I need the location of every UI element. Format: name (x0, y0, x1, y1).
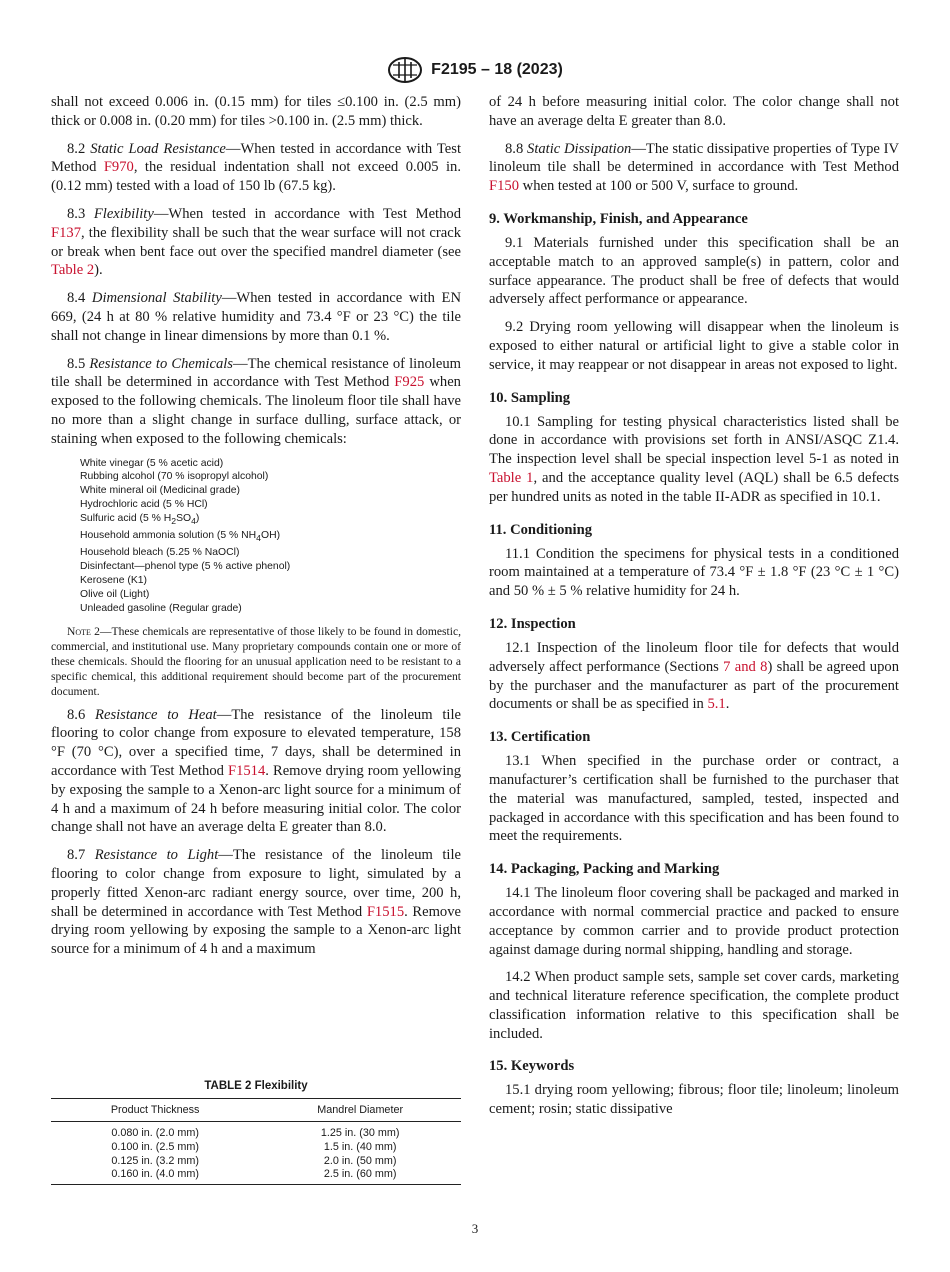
paragraph-continuation: of 24 h before measuring initial color. The color change shall not have an average delta E greater than 8.0. (489, 94, 899, 129)
section-8-2: 8.2 Static Load Resistance—When tested in accordance with Test Method F970, the residual indentation shall not exceed 0.005 in. (0.12 mm) tested with a load of 150 lb (67.5 kg). (51, 140, 461, 195)
section-14-1: 14.1 The linoleum floor covering shall be packaged and marked in accordance with normal commercial practice and packed to ensure acceptance by common carrier and to provide product protection against damage during normal shipping, handling and storage. (489, 885, 899, 958)
list-item: Rubbing alcohol (70 % isopropyl alcohol) (80, 471, 269, 483)
link-f137[interactable]: F137 (51, 224, 82, 241)
list-item: Olive oil (Light) (80, 588, 150, 600)
section-8-6: 8.6 Resistance to Heat—The resistance of the linoleum tile flooring to color change from exposure to elevated temperature, 158 °F (70 °C), over a specified time, 7 days, shall be determined in accordance with Test Method F1514. Remove drying room yellowing by exposing the sample to a Xenon-arc light source for a minimum of 4 h and a maximum of 24 h before measuring initial color. The color change shall not have an average delta E greater than 8.0. (51, 706, 461, 836)
left-column (51, 93, 461, 968)
heading-section-15: 15. Keywords (489, 1058, 575, 1075)
list-item: White vinegar (5 % acetic acid) (80, 457, 224, 469)
paragraph-continuation: shall not exceed 0.006 in. (0.15 mm) for tiles ≤0.100 in. (2.5 mm) thick or 0.008 in. (0.20 mm) for tiles >0.100 in. (2.5 mm) thick. (51, 94, 461, 129)
link-f1515[interactable]: F1515 (366, 903, 405, 920)
table-row: 0.160 in. (4.0 mm) 2.5 in. (60 mm) (51, 1168, 461, 1184)
link-f925[interactable]: F925 (394, 374, 425, 391)
flexibility-table (51, 1098, 461, 1185)
list-item: Household ammonia solution (5 % $NH_4OH$) (80, 530, 281, 544)
section-9-1: 9.1 Materials furnished under this specification shall be an acceptable match to an approved sample(s) in pattern, color and surface appearance. The product shall be free of defects that would adversely affect performance or appearance. (489, 234, 899, 308)
section-8-3: 8.3 Flexibility—When tested in accordance with Test Method F137, the flexibility shall be such that the wear surface will not crack or break when bent face out over the specified mandrel diameter (see Table 2). (51, 205, 461, 279)
page-header (0, 55, 950, 85)
table-row: 0.080 in. (2.0 mm) 1.25 in. (30 mm) (111, 1127, 400, 1139)
heading-section-10: 10. Sampling (489, 389, 571, 406)
heading-section-14: 14. Packaging, Packing and Marking (489, 861, 720, 878)
section-8-7: 8.7 Resistance to Light—The resistance of the linoleum tile flooring to color change from exposure to light, simulated by a properly fitted Xenon-arc radiant energy source, over time, 200 h, shall be determined in accordance with Test Method F1515. Remove drying room yellowing by exposing the sample to a Xenon-arc light source for a minimum of 4 h and a maximum (51, 847, 461, 958)
table-row: 0.125 in. (3.2 mm) 2.0 in. (50 mm) (111, 1154, 397, 1167)
list-item: Household bleach (5.25 % NaOCl) (80, 547, 240, 559)
astm-logo-icon (387, 56, 423, 84)
link-f970[interactable]: F970 (103, 159, 134, 176)
section-8-4: 8.4 Dimensional Stability—When tested in accordance with EN 669, (24 h at 80 % relative humidity and 73.4 °F or 23 °C) the tile shall not change in linear dimensions by more than 0.1 %. (51, 290, 461, 344)
right-column (489, 93, 899, 1128)
note-2: Note 2—These chemicals are representative of those likely to be found in domestic, commercial, and institutional use. Many proprietary compounds contain one or more of these chemicals. Should the flooring for an unusual application need to be resistant to a specific chemical, this additional requirement should become part of the procurement document. (51, 624, 461, 699)
list-item: Unleaded gasoline (Regular grade) (80, 602, 242, 614)
section-13-1: 13.1 When specified in the purchase order or contract, a manufacturer’s certification shall be furnished to the purchaser that the material was manufactured, sampled, tested, inspected and packaged in accordance with this specification and has been found to meet the requirements. (489, 753, 899, 845)
section-10-1: 10.1 Sampling for testing physical characteristics listed shall be done in accordance with provisions set forth in ANSI/ASQC Z1.4. The inspection level shall be special inspection level 5-1 as noted in Table 1, and the acceptance quality level (AQL) shall be 6.5 defects per hundred units as noted in the table II-ADR as specified in 10.1. (489, 413, 899, 505)
table-row: 0.100 in. (2.5 mm) 1.5 in. (40 mm) (111, 1140, 397, 1153)
heading-section-12: 12. Inspection (489, 615, 576, 632)
column-header-diameter: Mandrel Diameter (259, 1099, 461, 1122)
section-9-2: 9.2 Drying room yellowing will disappear when the linoleum is exposed to either natural or artificial light to give a stable color in service, it may reappear or not disappear in areas not exposed to light. (489, 319, 899, 373)
chemicals-list (80, 457, 461, 616)
link-sections-7-8[interactable]: 7 and 8 (723, 658, 768, 675)
table-header-row (51, 1099, 461, 1122)
list-item: Kerosene (K1) (80, 574, 147, 586)
heading-section-11: 11. Conditioning (489, 521, 593, 538)
link-f1514[interactable]: F1514 (227, 763, 266, 780)
list-item: Disinfectant—phenol type (5 % active phenol) (80, 561, 291, 573)
section-15-1: 15.1 drying room yellowing; fibrous; floor tile; linoleum; linoleum cement; rosin; static dissipative (489, 1082, 899, 1118)
section-8-8: 8.8 Static Dissipation—The static dissipative properties of Type IV linoleum tile shall be determined in accordance with Test Method F150 when tested at 100 or 500 V, surface to ground. (489, 140, 900, 195)
heading-section-13: 13. Certification (489, 729, 591, 746)
section-12-1: 12.1 Inspection of the linoleum floor tile for defects that would adversely affect performance (Sections 7 and 8) shall be agreed upon by the purchaser and the manufacturer as part of the procurement documents or shall be as specified in 5.1. (489, 639, 899, 713)
column-header-thickness: Product Thickness (51, 1099, 259, 1122)
link-table-2[interactable]: Table 2 (51, 262, 95, 279)
document-designation: F2195 – 18 (2023) (431, 61, 563, 78)
link-table-1[interactable]: Table 1 (489, 469, 534, 486)
link-5-1[interactable]: 5.1 (707, 696, 726, 713)
heading-section-9: 9. Workmanship, Finish, and Appearance (489, 210, 748, 227)
section-11-1: 11.1 Condition the specimens for physical tests in a conditioned room maintained at a temperature of 73.4 °F ± 1.8 °F (23 °C ± 1 °C) and 50 % ± 5 % relative humidity for 24 h. (489, 545, 899, 600)
section-8-5: 8.5 Resistance to Chemicals—The chemical resistance of linoleum tile shall be determined in accordance with Test Method F925 when exposed to the following chemicals. The linoleum floor tile shall have no more than a slight change in surface dulling, surface attack, or staining when exposed to the following chemicals: (51, 355, 461, 447)
page-number: 3 (471, 1221, 479, 1236)
table-2 (51, 1080, 461, 1185)
table-title: TABLE 2 Flexibility (204, 1080, 308, 1092)
section-14-2: 14.2 When product sample sets, sample set cover cards, marketing and technical literature reference specification, the complete product classification information relative to this specification shall be included. (489, 969, 899, 1042)
list-item: Hydrochloric acid (5 % HCl) (80, 499, 208, 511)
list-item: Sulfuric acid (5 % $H_2SO_4$) (80, 513, 200, 527)
link-f150[interactable]: F150 (489, 178, 520, 195)
list-item: White mineral oil (Medicinal grade) (80, 485, 240, 497)
